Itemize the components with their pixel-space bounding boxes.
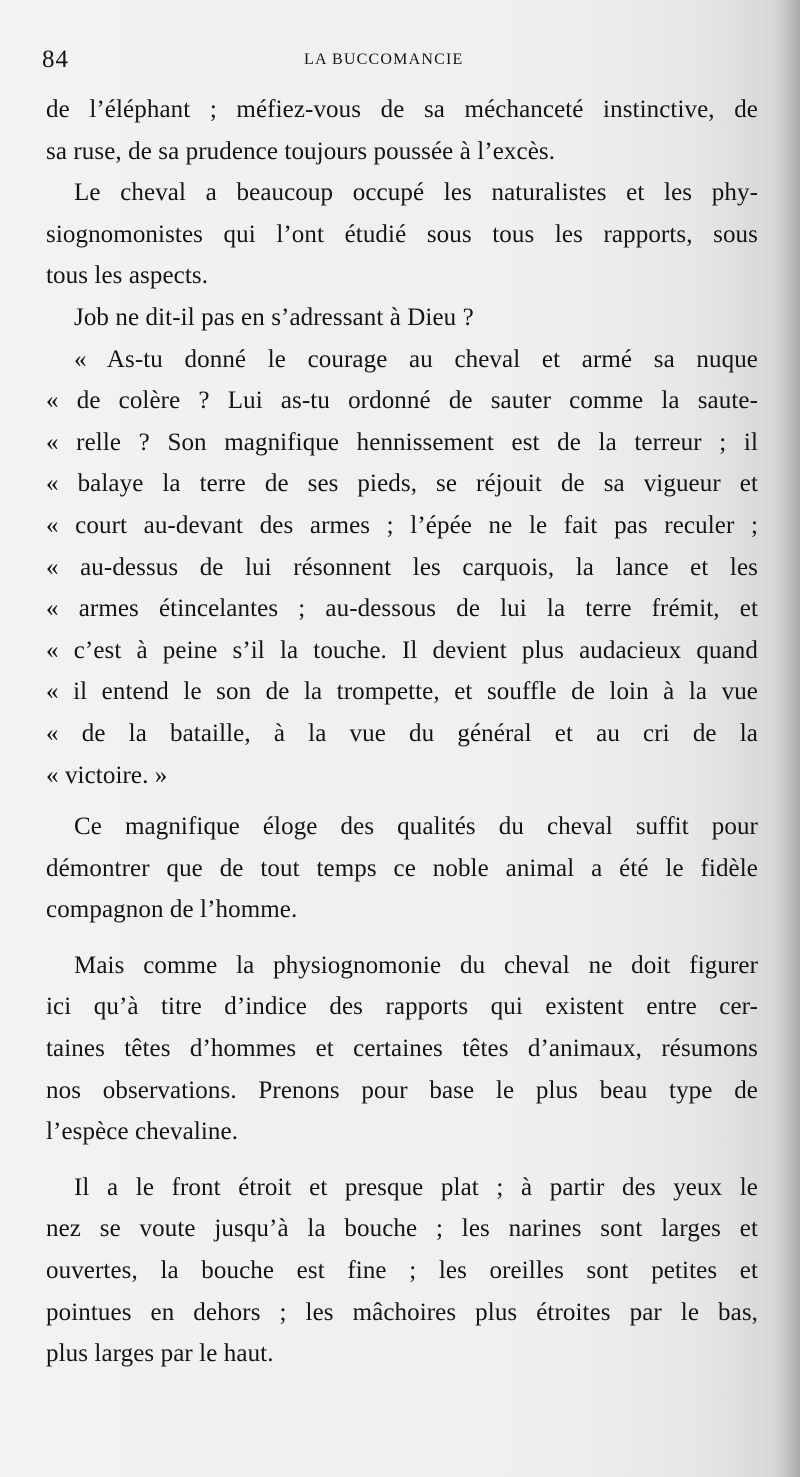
text-line: de l’éléphant ; méfiez-vous de sa méchanceté instinctive, de <box>46 96 758 123</box>
text-line: « victoire. » <box>46 761 168 789</box>
text-line: « court au-devant des armes ; l’épée ne le fait pas reculer ; <box>46 511 758 539</box>
text-line: « balaye la terre de ses pieds, se réjouit de sa vigueur et <box>46 470 758 498</box>
text-line: Job ne dit-il pas en s’adressant à Dieu ? <box>74 303 474 331</box>
text-line: nez se voute jusqu’à la bouche ; les narines sont larges et <box>46 1215 758 1243</box>
text-line: « au-dessus de lui résonnent les carquois, la lance et les <box>46 553 758 581</box>
running-title: LA BUCCOMANCIE <box>304 51 464 68</box>
text-line: Il a le front étroit et presque plat ; à partir des yeux le <box>74 1173 758 1201</box>
text-line: « c’est à peine s’il la touche. Il devient plus audacieux quand <box>46 636 758 664</box>
text-line: sa ruse, de sa prudence toujours poussée à l’excès. <box>46 137 556 165</box>
text-line: Ce magnifique éloge des qualités du cheval suffit pour <box>74 813 758 841</box>
text-line: Mais comme la physiognomonie du cheval ne doit figurer <box>74 951 758 979</box>
page-number: 84 <box>42 46 69 73</box>
text-line: « il entend le son de la trompette, et souffle de loin à la vue <box>46 678 758 706</box>
text-line: « de colère ? Lui as-tu ordonné de sauter comme la saute- <box>46 387 758 415</box>
text-line: nos observations. Prenons pour base le plus beau type de <box>46 1076 758 1104</box>
text-line: Le cheval a beaucoup occupé les naturalistes et les phy- <box>74 179 758 207</box>
text-line: ici qu’à titre d’indice des rapports qui existent entre cer- <box>46 993 758 1021</box>
text-line: « relle ? Son magnifique hennissement est de la terreur ; il <box>46 428 758 456</box>
text-line: démontrer que de tout temps ce noble animal a été le fidèle <box>46 854 758 882</box>
text-line: pointues en dehors ; les mâchoires plus étroites par le bas, <box>46 1298 758 1326</box>
page-header <box>42 40 760 80</box>
text-line: tous les aspects. <box>46 262 209 290</box>
text-line: « armes étincelantes ; au-dessous de lui la terre frémit, et <box>46 595 758 623</box>
text-line: ouvertes, la bouche est fine ; les oreilles sont petites et <box>46 1257 758 1285</box>
text-line: « As-tu donné le courage au cheval et armé sa nuque <box>74 345 758 373</box>
text-line: plus larges par le haut. <box>46 1340 274 1368</box>
text-line: compagnon de l’homme. <box>46 896 298 924</box>
text-line: l’espèce chevaline. <box>46 1118 239 1146</box>
page-edge-shadow <box>774 0 800 1477</box>
text-line: siognomonistes qui l’ont étudié sous tous les rapports, sous <box>46 220 758 248</box>
text-line: « de la bataille, à la vue du général et au cri de la <box>46 719 758 747</box>
body-text <box>46 89 758 1375</box>
text-line: taines têtes d’hommes et certaines têtes d’animaux, résumons <box>46 1035 758 1063</box>
